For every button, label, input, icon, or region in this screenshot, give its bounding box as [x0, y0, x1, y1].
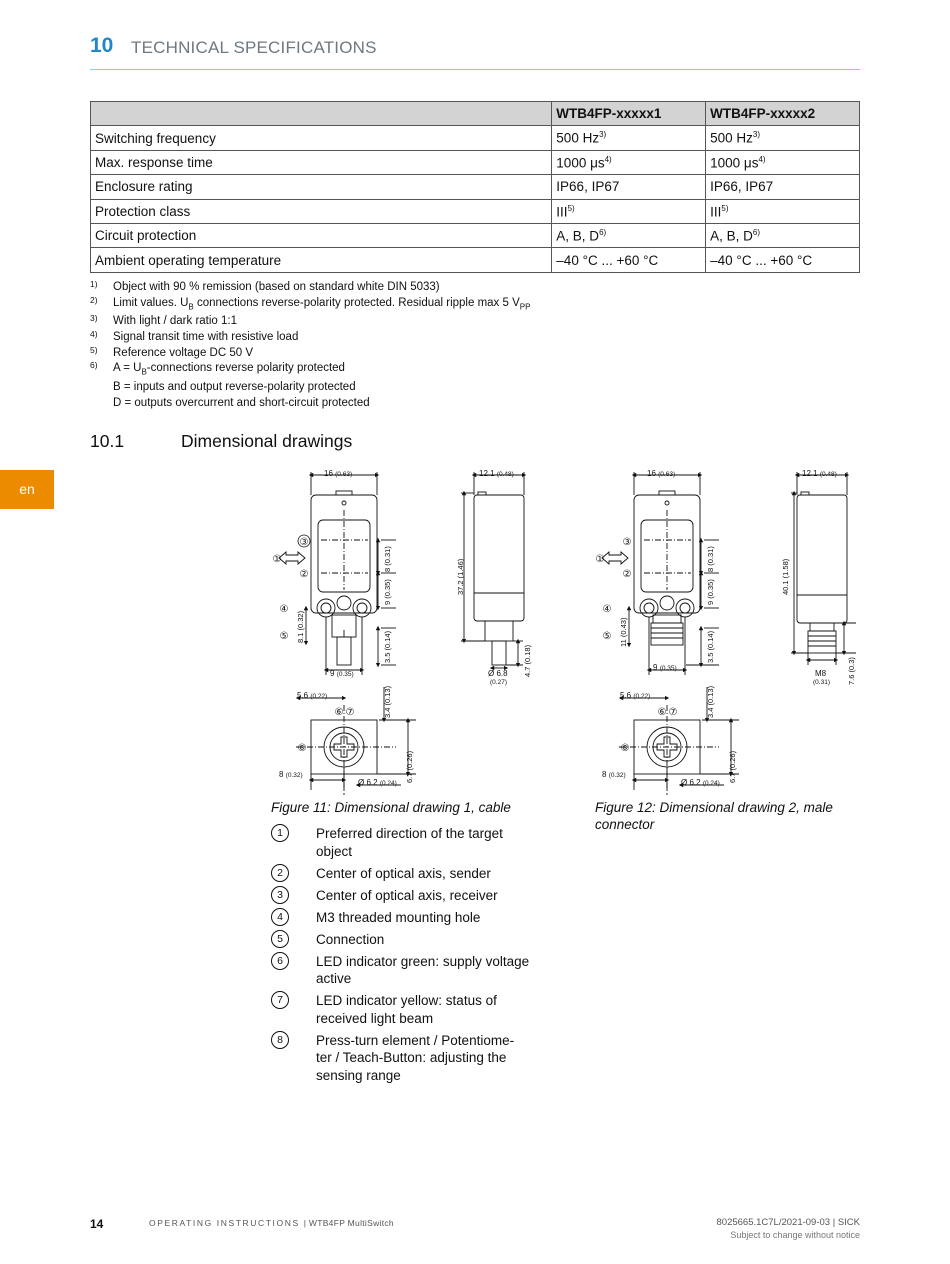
callout-8b [621, 743, 630, 754]
dim-5-6-b: 5.6 (0.22) [620, 691, 651, 700]
cell-value: 500 Hz [556, 130, 600, 146]
callout-1b [596, 554, 605, 565]
legend-text: LED indicator green: supply voltage [316, 953, 530, 969]
callout-2-label: ② [622, 569, 632, 580]
footnote [90, 314, 530, 330]
connector-side-view [791, 472, 856, 665]
footnote [90, 280, 530, 296]
footnote-mark: 4) [90, 329, 98, 340]
footnote-text: -connections reverse polarity protected [146, 362, 345, 375]
dim-dia-6-8-inch: (0.27) [490, 679, 507, 686]
legend-key: 1 [271, 824, 289, 842]
figure-12-caption-line: Figure 12: Dimensional drawing 2, male [595, 800, 833, 815]
cell-footnote: 5) [567, 203, 575, 213]
callout-8-label: ⑧ [620, 743, 630, 754]
callout-1-label: ① [272, 554, 282, 565]
dim-9-horizontal-b: 9 (0.35) [653, 663, 677, 672]
legend-key: 3 [271, 886, 289, 904]
page-header [90, 32, 860, 70]
legend-text: LED indicator yellow: status of [316, 993, 497, 1008]
cell-value: 1000 μs [556, 155, 605, 171]
dim-width-16: 16 (0.63) [324, 469, 353, 478]
callout-7-label: ⑦ [345, 707, 355, 718]
dim-dia-6-2: Ø 6.2 (0.24) [358, 778, 397, 787]
dim-dia-6-2-b: Ø 6.2 (0.24) [681, 778, 720, 787]
callout-8 [298, 743, 307, 754]
footnote-mark: 6) [90, 360, 98, 371]
legend-item [271, 953, 541, 988]
callout-5-label: ⑤ [602, 631, 612, 642]
chapter-title: TECHNICAL SPECIFICATIONS [131, 38, 377, 57]
dim-m8: M8 [815, 669, 827, 678]
dimensional-drawings [266, 465, 866, 795]
row-label: Switching frequency [91, 126, 552, 150]
footnote [90, 330, 530, 346]
section-number: 10.1 [90, 431, 125, 451]
cell-footnote: 3) [599, 130, 607, 140]
cell-value: A, B, D [556, 228, 600, 244]
table-row [91, 150, 860, 174]
legend-text: Center of optical axis, sender [316, 865, 491, 881]
table-cell [706, 150, 860, 174]
footnote-text: Limit values. U [113, 296, 189, 309]
footnote-mark: 2) [90, 294, 98, 305]
table-header-row [91, 102, 860, 126]
callout-3-label: ③ [622, 537, 632, 548]
row-label: Enclosure rating [91, 175, 552, 199]
footer-doc-type: OPERATING INSTRUCTIONS [149, 1218, 300, 1228]
callout-7-label: ⑦ [668, 707, 678, 718]
footnote-text: connections reverse-polarity protected. Residual ripple max 5 V [193, 296, 520, 309]
dim-9-horizontal: 9 (0.35) [330, 669, 354, 678]
dim-width-12-1: 12.1 (0.48) [479, 469, 514, 478]
dim-width-16-b: 16 (0.63) [647, 469, 676, 478]
cell-value: III [556, 204, 568, 219]
legend-text: Center of optical axis, receiver [316, 887, 498, 903]
cell-value: IP66, IP67 [556, 179, 620, 195]
footnote-mark: 1) [90, 279, 98, 289]
callout-6-label: ⑥ [334, 707, 344, 718]
footnote-mark: 3) [90, 313, 98, 324]
table-header-cell [91, 102, 552, 126]
dim-8-b: 8 (0.31) [706, 546, 715, 572]
dim-5-6: 5.6 (0.22) [297, 691, 328, 700]
footnotes [90, 280, 530, 411]
dim-8-1: 8.1 (0.32) [296, 610, 305, 643]
footer-note: Subject to change without notice [730, 1230, 860, 1240]
footnote-continued [90, 380, 530, 396]
dim-8-horizontal-b: 8 (0.32) [602, 770, 626, 779]
dim-11: 11 (0.43) [619, 617, 628, 647]
legend-text: active [316, 971, 352, 986]
footnote [90, 296, 530, 315]
table-row [91, 223, 860, 247]
dim-40-1: 40.1 (1.58) [781, 558, 790, 595]
callout-4 [280, 604, 289, 615]
dim-8-horizontal: 8 (0.32) [279, 770, 303, 779]
table-cell [552, 150, 706, 174]
table-cell [706, 248, 860, 272]
callout-2 [300, 569, 309, 580]
callout-5-label: ⑤ [279, 631, 289, 642]
cell-footnote: 3) [752, 130, 761, 140]
callout-8-label: ⑧ [297, 743, 307, 754]
callout-3-label: ③ [299, 537, 309, 548]
cell-value: III [710, 204, 722, 219]
callout-4b [603, 604, 612, 615]
cell-value: IP66, IP67 [710, 179, 774, 195]
footnote-sub: B [188, 301, 194, 311]
footnote-text: Object with 90 % remission (based on standard white DIN 5033) [113, 281, 440, 293]
legend-key: 4 [271, 908, 289, 926]
legend-text: sensing range [316, 1067, 401, 1083]
dim-m8-inch: (0.31) [813, 679, 830, 686]
callout-5b [603, 631, 612, 642]
legend-item [271, 931, 541, 949]
footnote-text: D = outputs overcurrent and short-circuit protected [113, 396, 370, 409]
footnote-text: B = inputs and output reverse-polarity protected [113, 381, 356, 394]
callout-4-label: ④ [602, 604, 612, 615]
connector-bottom-view [619, 687, 739, 795]
callout-6-label: ⑥ [657, 707, 667, 718]
table-header-cell: WTB4FP-xxxxx1 [552, 102, 706, 126]
table-cell [706, 199, 860, 223]
section-title: Dimensional drawings [181, 431, 353, 451]
legend-item [271, 865, 541, 883]
footnote-mark: 5) [90, 344, 98, 355]
footer-doc-title [149, 1218, 394, 1228]
cable-side-view [461, 472, 524, 668]
table-row [91, 175, 860, 199]
callout-7b [669, 707, 678, 718]
cell-footnote: 4) [604, 154, 612, 164]
legend [271, 825, 541, 1089]
language-tab[interactable]: en [0, 470, 54, 509]
dim-3-4: 3.4 (0.13) [383, 685, 392, 718]
table-row [91, 199, 860, 223]
dim-dia-6-8: Ø 6.8 [488, 669, 508, 678]
figure-11-caption: Figure 11: Dimensional drawing 1, cable [271, 800, 511, 815]
dim-3-5: 3.5 (0.14) [383, 630, 392, 663]
cell-value: –40 °C ... +60 °C [710, 252, 813, 268]
callout-2b [623, 569, 632, 580]
legend-text: M3 threaded mounting hole [316, 909, 481, 925]
cell-footnote: 6) [599, 227, 607, 237]
legend-item [271, 887, 541, 905]
cable-front-view [279, 472, 396, 675]
dim-9-vertical-b: 9 (0.35) [706, 579, 715, 605]
legend-text: Press-turn element / Potentiome- [316, 1032, 515, 1048]
legend-key: 2 [271, 864, 289, 882]
cell-value: 1000 μs [710, 155, 759, 171]
footnote-text: A = U [113, 362, 142, 375]
footnote-sub: B [141, 367, 147, 377]
callout-2-label: ② [299, 569, 309, 580]
page-number: 14 [90, 1217, 104, 1231]
legend-text: Preferred direction of the target [316, 826, 503, 841]
table-cell [552, 223, 706, 247]
dim-7-6: 7.6 (0.3) [847, 657, 856, 685]
dim-9-vertical: 9 (0.35) [383, 579, 392, 605]
legend-text: object [316, 843, 353, 859]
footnote-text: With light / dark ratio 1:1 [113, 315, 237, 328]
cable-bottom-view [296, 687, 416, 795]
legend-key: 5 [271, 930, 289, 948]
table-cell [552, 199, 706, 223]
table-row [91, 248, 860, 272]
legend-key: 7 [271, 991, 289, 1009]
footnote-sub: PP [519, 301, 531, 311]
cell-value: A, B, D [710, 228, 753, 244]
cell-footnote: 6) [752, 227, 761, 237]
dim-6-7-b: 6.7 (0.26) [728, 750, 737, 783]
table-cell [552, 126, 706, 150]
dim-37-2: 37.2 (1.46) [456, 558, 465, 595]
table-cell [552, 175, 706, 199]
row-label: Max. response time [91, 150, 552, 174]
legend-text: ter / Teach-Button: adjusting the [316, 1050, 507, 1065]
table-cell [706, 175, 860, 199]
legend-text: received light beam [316, 1010, 434, 1026]
spec-table [90, 101, 860, 273]
footnote [90, 346, 530, 362]
callout-5 [280, 631, 289, 642]
row-label: Protection class [91, 199, 552, 223]
legend-item [271, 909, 541, 927]
legend-text: Connection [316, 931, 385, 947]
callout-1-label: ① [595, 554, 605, 565]
callouts [273, 535, 678, 754]
cell-value: –40 °C ... +60 °C [556, 252, 659, 268]
table-row [91, 126, 860, 150]
callout-3b [623, 537, 632, 548]
cell-footnote: 5) [721, 203, 729, 213]
footnote-text: Signal transit time with resistive load [113, 331, 299, 344]
footer-product: | WTB4FP MultiSwitch [303, 1218, 394, 1228]
dim-4-7: 4.7 (0.18) [523, 644, 532, 677]
dim-6-7: 6.7 (0.26) [405, 750, 414, 783]
footnote [90, 361, 530, 380]
callout-3 [298, 535, 310, 548]
footnote-text: Reference voltage DC 50 V [113, 346, 253, 359]
chapter-number: 10 [90, 34, 114, 57]
table-cell [552, 248, 706, 272]
legend-item [271, 825, 541, 860]
dim-8: 8 (0.31) [383, 546, 392, 572]
table-cell [706, 126, 860, 150]
table-header-cell: WTB4FP-xxxxx2 [706, 102, 860, 126]
dim-width-12-1-b: 12.1 (0.48) [802, 469, 837, 478]
dim-3-4-b: 3.4 (0.13) [706, 685, 715, 718]
callout-6 [335, 707, 344, 718]
cell-footnote: 4) [758, 154, 766, 164]
dim-3-5-b: 3.5 (0.14) [706, 630, 715, 663]
callout-7 [346, 707, 355, 718]
table-cell [706, 223, 860, 247]
callout-4-label: ④ [279, 604, 289, 615]
legend-item [271, 992, 541, 1027]
row-label: Circuit protection [91, 223, 552, 247]
dimension-labels [279, 469, 856, 787]
row-label: Ambient operating temperature [91, 248, 552, 272]
legend-item [271, 1032, 541, 1085]
footer-doc-number: 8025665.1C7L/2021-09-03 | SICK [716, 1217, 860, 1228]
legend-key: 6 [271, 952, 289, 970]
callout-6b [658, 707, 667, 718]
cell-value: 500 Hz [710, 130, 753, 146]
footnote-continued [90, 396, 530, 412]
figure-12-caption-line: connector [595, 817, 655, 832]
figure-12-caption [595, 799, 833, 833]
legend-key: 8 [271, 1031, 289, 1049]
callout-1 [273, 554, 282, 565]
